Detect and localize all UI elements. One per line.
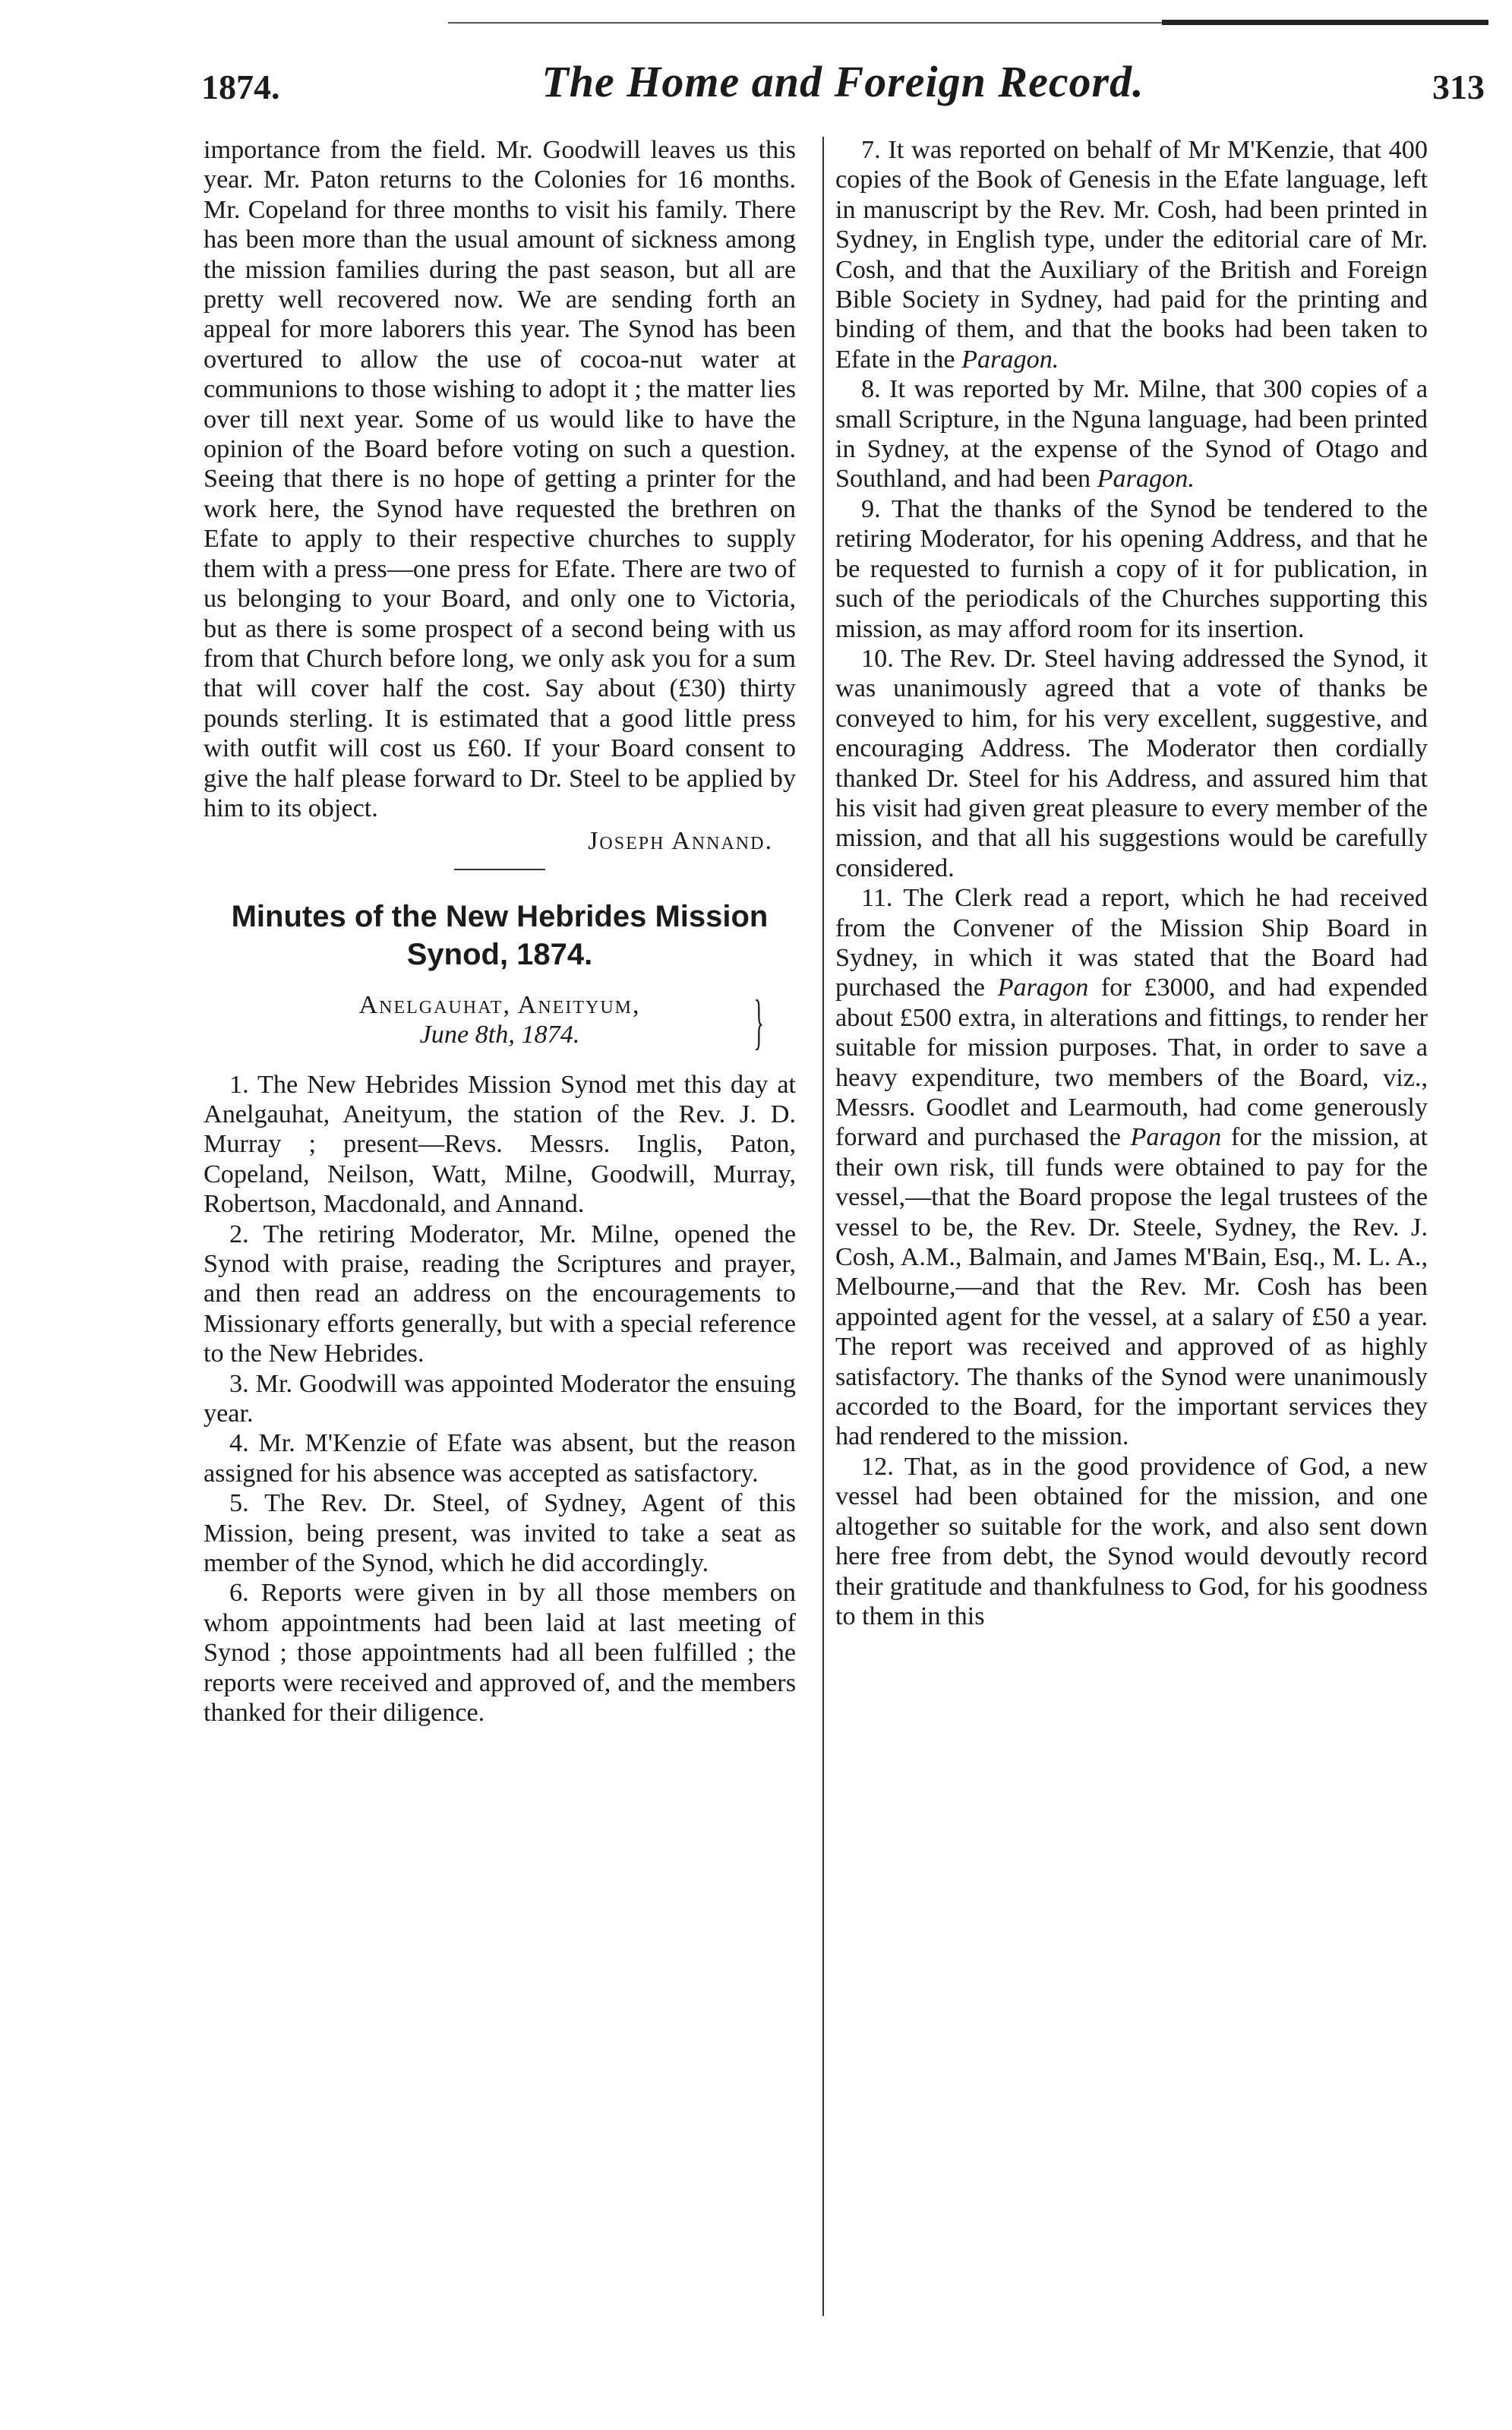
minute-10: 10. The Rev. Dr. Steel having addressed the Synod, it was unanimously agreed that a vote of thanks be conveyed to him, for his very excellent, suggestive, and encouraging Address. The Moderator then cordially thanked Dr. Steel for his Address, and assured him that his visit had given great pleasure to every member of the mission, and that all his suggestions would be carefully considered. <box>835 644 1428 882</box>
top-rule <box>448 20 1488 25</box>
minute-3: 3. Mr. Goodwill was appointed Moderator the ensuing year. <box>204 1369 796 1428</box>
brace-icon: } <box>753 988 764 1056</box>
header-year: 1874. <box>201 68 280 106</box>
minute-8 <box>835 374 1428 494</box>
dateline-date: June 8th, 1874. <box>419 1021 580 1049</box>
minute-11-text-a: 11. The Clerk read a report, which he had received from the Convener of the Mission Ship Board in Sydney, in which it was stated that the Board had purchased the <box>835 884 1428 1002</box>
page-number: 313 <box>1432 68 1485 106</box>
column-rule <box>822 137 824 2316</box>
minute-4: 4. Mr. M'Kenzie of Efate was absent, but the reason assigned for his absence was accepted as satisfactory. <box>204 1429 796 1488</box>
header-title: The Home and Foreign Record. <box>541 57 1144 106</box>
right-column <box>835 135 1428 1631</box>
minute-7 <box>835 135 1428 374</box>
top-rule-thick <box>1162 20 1488 25</box>
ship-name: Paragon. <box>1097 465 1195 494</box>
section-divider <box>454 869 545 870</box>
letter-continued: importance from the field. Mr. Goodwill leaves us this year. Mr. Paton returns to the Colonies for 16 months. Mr. Copeland for three months to visit his family. There has been more than the usual amount of sickness among the mission families during the past season, but all are pretty well recovered now. We are sending forth an appeal for more laborers this year. The Synod has been overtured to allow the use of cocoa-nut water at communions to those wishing to adopt it ; the matter lies over till next year. Some of us would like to have the opinion of the Board before voting on such a question. Seeing that there is no hope of getting a printer for the work here, the Synod have requested the brethren on Efate to apply to their respective churches to supply them with a press—one press for Efate. There are two of us belonging to your Board, and only one to Victoria, but as there is some prospect of a second being with us from that Church before long, we only ask you for a sum that will cover half the cost. Say about (£30) thirty pounds sterling. It is estimated that a good little press with outfit will cost us £60. If your Board consent to give the half please forward to Dr. Steel to be applied by him to its object. <box>204 136 796 822</box>
minute-8-text: 8. It was reported by Mr. Milne, that 300 copies of a small Scripture, in the Nguna language, had been printed in Sydney, at the expense of the Synod of Otago and Southland, and had been <box>835 375 1428 494</box>
article-title: Minutes of the New Hebrides Mission Synod, 1874. <box>231 899 769 971</box>
minute-12: 12. That, as in the good providence of God, a new vessel had been obtained for the mission, and one altogether so suitable for the work, and also sent down here free from debt, the Synod would devoutly record their gratitude and thankfulness to God, for his goodness to them in this <box>835 1452 1428 1630</box>
minute-7-text: 7. It was reported on behalf of Mr M'Kenzie, that 400 copies of the Book of Genesis in the Efate language, left in manuscript by the Rev. Mr. Cosh, had been printed in Sydney, in English type, under the editorial care of Mr. Cosh, and that the Auxiliary of the British and Foreign Bible Society in Sydney, had paid for the printing and binding of them, and that the books had been taken to Efate in the <box>835 136 1428 374</box>
signature: Joseph Annand. <box>588 827 773 856</box>
minute-5: 5. The Rev. Dr. Steel, of Sydney, Agent of this Mission, being present, was invited to take a seat as member of the Synod, which he did accordingly. <box>204 1489 796 1578</box>
dateline-place: Anelgauhat, Aneityum, <box>358 990 641 1019</box>
ship-name: Paragon <box>1130 1123 1222 1152</box>
minute-9: 9. That the thanks of the Synod be tendered to the retiring Moderator, for his opening Address, and that he be requested to furnish a copy of it for publication, in such of the periodicals of the Churches supporting this mission, as may afford room for its insertion. <box>835 494 1428 643</box>
minute-2: 2. The retiring Moderator, Mr. Milne, opened the Synod with praise, reading the Scriptures and prayer, and then read an address on the encouragements to Missionary efforts generally, but with a special reference to the New Hebrides. <box>204 1220 796 1368</box>
minute-11-text-c: for the mission, at their own risk, till funds were obtained to pay for the vessel,—that the Board propose the legal trustees of the vessel to be, the Rev. Dr. Steele, Sydney, the Rev. J. Cosh, A.M., Balmain, and James M'Bain, Esq., M. L. A., Melbourne,—and that the Rev. Mr. Cosh has been appointed agent for the vessel, at a salary of £50 a year. The report was received and approved of as highly satisfactory. The thanks of the Synod were unanimously accorded to the Board, for the important services they had rendered to the mission. <box>835 1123 1428 1451</box>
minute-11 <box>835 883 1428 1452</box>
ship-name: Paragon. <box>961 345 1059 374</box>
minute-1: 1. The New Hebrides Mission Synod met this day at Anelgauhat, Aneityum, the station of the Rev. J. D. Murray ; present—Revs. Messrs. Inglis, Paton, Copeland, Neilson, Watt, Milne, Goodwill, Murray, Robertson, Macdonald, and Annand. <box>204 1070 796 1219</box>
dateline <box>204 988 796 1056</box>
running-header <box>201 46 1485 106</box>
minute-6: 6. Reports were given in by all those members on whom appointments had been laid at last meeting of Synod ; those appointments had all been fulfilled ; the reports were received and approved of, and the members thanked for their diligence. <box>204 1579 796 1728</box>
minute-11-text-b: for £3000, and had expended about £500 extra, in alterations and fittings, to render her suitable for mission purposes. That, in order to save a heavy expenditure, two members of the Board, viz., Messrs. Goodlet and Learmouth, had come generously forward and purchased the <box>835 974 1428 1152</box>
ship-name: Paragon <box>997 974 1089 1002</box>
left-column <box>204 135 796 1728</box>
